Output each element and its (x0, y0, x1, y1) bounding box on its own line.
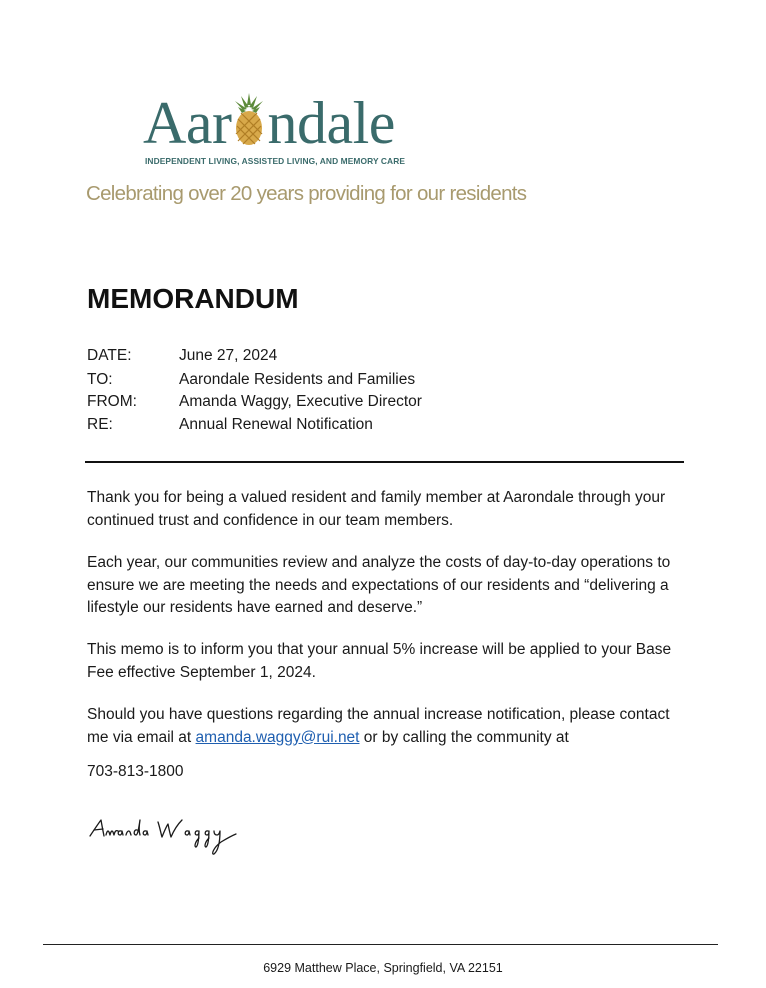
from-label: FROM: (87, 393, 137, 410)
header-divider (85, 461, 684, 463)
footer-divider (43, 944, 718, 945)
from-value: Amanda Waggy, Executive Director (179, 393, 422, 410)
footer-address: 6929 Matthew Place, Springfield, VA 22151 (263, 961, 503, 975)
date-value: June 27, 2024 (179, 347, 278, 364)
contact-text-after: or by calling the community at (359, 728, 569, 746)
body-paragraph-2: Each year, our communities review and analyze the costs of day-to-day operations to ensure we are meeting the needs and expectations of our residents and “delivering a lifestyle our residents have earned and deserve.” (87, 554, 671, 616)
re-label: RE: (87, 416, 113, 433)
contact-text-before: Should you have questions regarding the annual increase notification, please contact me via email at (87, 706, 670, 746)
body-paragraph-1: Thank you for being a valued resident and family member at Aarondale through your continued trust and confidence in our team members. (87, 489, 666, 529)
body-paragraph-3: This memo is to inform you that your annual 5% increase will be applied to your Base Fee effective September 1, 2024. (87, 641, 672, 681)
body-paragraph-4 (87, 704, 687, 749)
logo-subtitle: INDEPENDENT LIVING, ASSISTED LIVING, AND MEMORY CARE (145, 156, 406, 166)
memo-title: MEMORANDUM (87, 283, 299, 314)
re-value: Annual Renewal Notification (179, 416, 373, 433)
logo-wordmark: Aar ndale (143, 90, 395, 156)
to-label: TO: (87, 371, 113, 388)
handwritten-signature (86, 814, 256, 860)
email-link[interactable]: amanda.waggy@rui.net (195, 728, 360, 746)
to-value: Aarondale Residents and Families (179, 371, 416, 388)
company-logo (143, 88, 443, 172)
tagline: Celebrating over 20 years providing for our residents (86, 182, 527, 205)
date-label: DATE: (87, 347, 132, 364)
pineapple-icon (231, 91, 267, 149)
phone-number: 703-813-1800 (87, 763, 184, 780)
